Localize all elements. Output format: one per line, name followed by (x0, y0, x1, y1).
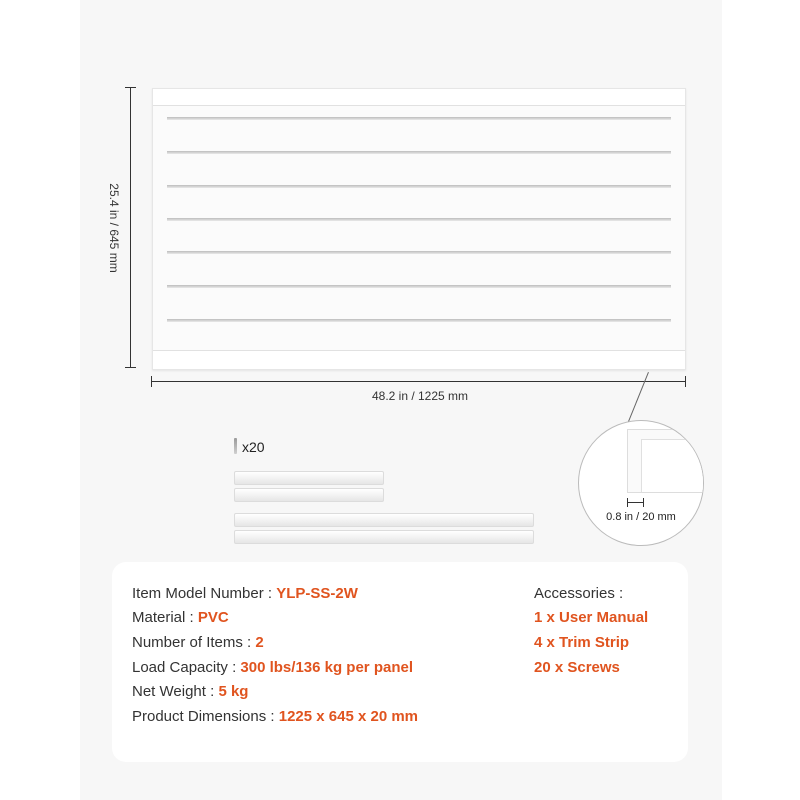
panel-slot (167, 319, 671, 322)
height-dimension-line (130, 87, 131, 368)
trim-strip-image (234, 471, 384, 485)
panel-slot (167, 117, 671, 120)
spec-row-net-weight (132, 683, 248, 700)
height-dimension-tick (125, 87, 136, 88)
accessory-item-trim-strip: 4 x Trim Strip (534, 634, 630, 651)
spec-value: PVC (197, 609, 229, 626)
trim-strip-image (234, 488, 384, 502)
panel-slot (167, 251, 671, 254)
thickness-dimension-marker (627, 498, 644, 507)
spec-row-model (132, 585, 358, 602)
accessories-heading: Accessories : (534, 585, 624, 602)
spec-row-material (132, 609, 229, 626)
height-dimension-text: 25.4 in / 645 mm (107, 183, 121, 273)
panel-bottom-frame (153, 350, 685, 369)
width-dimension-tick (685, 376, 686, 387)
spec-label: Product Dimensions : (132, 708, 279, 725)
width-dimension-line (151, 381, 685, 382)
spec-value: 5 kg (218, 683, 249, 700)
screw-icon (234, 438, 237, 454)
panel-top-frame (153, 89, 685, 106)
spec-card (112, 562, 688, 762)
thickness-zoom-callout (578, 420, 704, 546)
thickness-dimension-label: 0.8 in / 20 mm (606, 511, 676, 523)
spec-value: 300 lbs/136 kg per panel (240, 659, 413, 676)
spec-row-number-of-items (132, 634, 264, 651)
width-dimension-label: 48.2 in / 1225 mm (371, 389, 469, 403)
spec-value: 2 (255, 634, 264, 651)
spec-row-load-capacity (132, 659, 413, 676)
spec-label: Net Weight : (132, 683, 219, 700)
spec-label: Load Capacity : (132, 659, 241, 676)
trim-strip-image (234, 530, 534, 544)
spec-value: 1225 x 645 x 20 mm (278, 708, 419, 725)
panel-slot (167, 218, 671, 221)
slatwall-panel-image (152, 88, 686, 370)
accessory-item-screws: 20 x Screws (534, 659, 620, 676)
spec-label: Item Model Number : (132, 585, 277, 602)
panel-slot (167, 185, 671, 188)
panel-edge-inner (641, 439, 704, 492)
spec-label: Material : (132, 609, 198, 626)
panel-slot (167, 285, 671, 288)
height-dimension-tick (125, 367, 136, 368)
spec-row-dimensions (132, 708, 418, 725)
accessory-item-manual: 1 x User Manual (534, 609, 649, 626)
spec-label: Number of Items : (132, 634, 256, 651)
panel-slot (167, 151, 671, 154)
trim-strip-image (234, 513, 534, 527)
screw-count-label: x20 (242, 439, 265, 455)
spec-value: YLP-SS-2W (276, 585, 358, 602)
width-dimension-tick (151, 376, 152, 387)
